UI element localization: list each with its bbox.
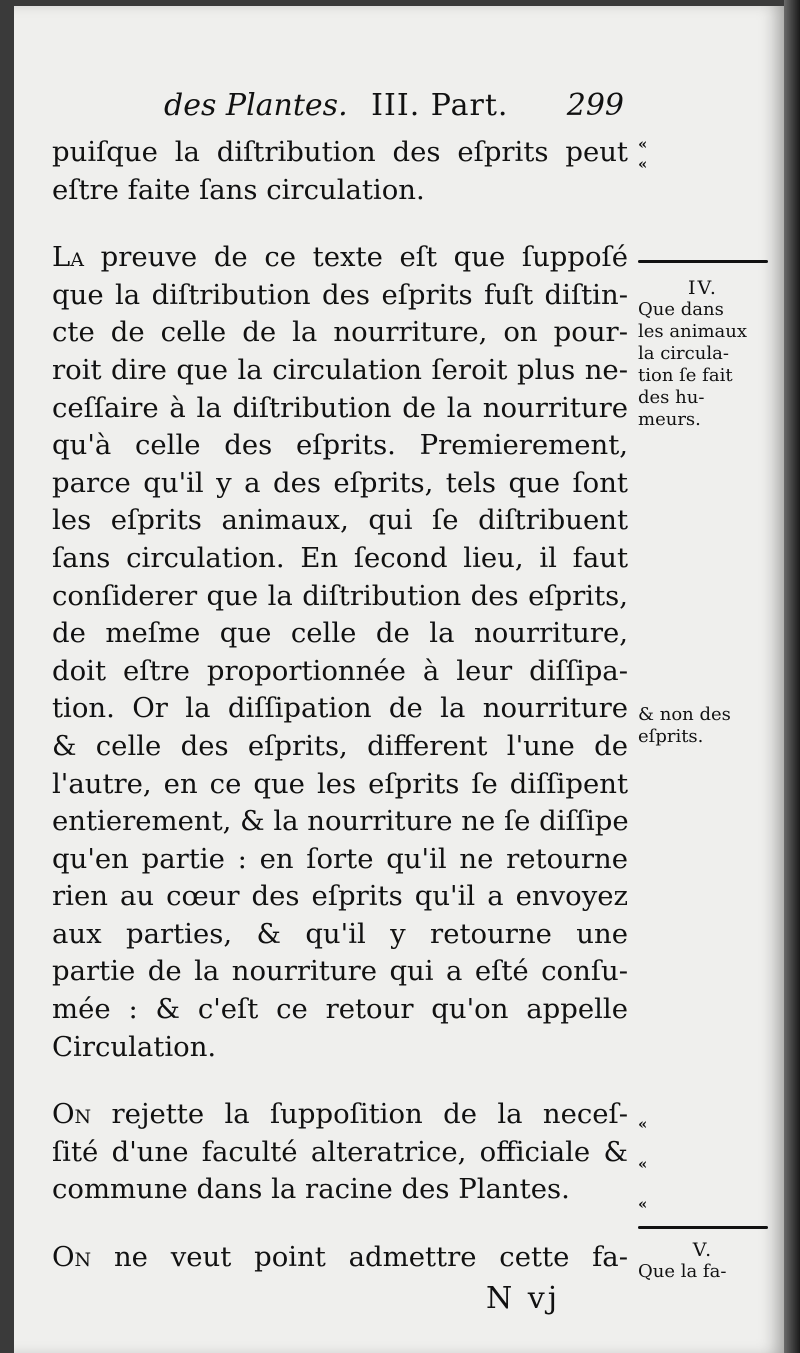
drop-word: La (52, 241, 84, 274)
text-line: Circulation. (52, 1030, 217, 1063)
margin-note-number: IV. (688, 277, 718, 299)
main-text (52, 134, 628, 1277)
text-line: commune dans la racine des Plantes. (52, 1173, 570, 1206)
margin-note-line: meurs. (638, 409, 701, 430)
text-line: les eſprits animaux, qui ſe diſtribuent (52, 504, 628, 537)
part-label: III. Part. (371, 88, 509, 123)
paragraph-1 (52, 134, 628, 209)
margin-note-line: des hu- (638, 387, 705, 408)
text-line: On ne veut point admettre cette fa- (52, 1241, 628, 1274)
paragraph-3 (52, 1096, 628, 1209)
text-line: mée : & c'eſt ce retour qu'on appelle (52, 993, 628, 1026)
margin-quote-marks-1: « « (638, 135, 648, 173)
margin-note-line: tion ſe fait (638, 365, 733, 386)
text-line: ſité d'une faculté alteratrice, officiale & (52, 1135, 628, 1168)
text-line: aux parties, & qu'il y retourne une (52, 917, 628, 950)
margin-note-iv (638, 260, 768, 431)
margin-note-line: la circula- (638, 343, 729, 364)
running-header (164, 86, 624, 126)
margin-quote-marks-2: « « « (638, 1115, 648, 1213)
drop-word: On (52, 1098, 92, 1131)
margin-note-line: les animaux (638, 321, 747, 342)
drop-word: On (52, 1241, 92, 1274)
text-line: qu'à celle des eſprits. Premierement, (52, 429, 628, 462)
running-title: des Plantes. (164, 88, 348, 123)
text-line: doit eſtre proportionnée à leur diſſipa- (52, 654, 628, 687)
margin-note-line: & non des (638, 704, 731, 725)
book-page (14, 6, 784, 1353)
text-line: La preuve de ce texte eſt que ſuppoſé (52, 241, 628, 274)
text-line: ceſſaire à la diſtribution de la nourriture (52, 391, 628, 424)
text-line: & celle des eſprits, different l'une de (52, 729, 628, 762)
page-number: 299 (566, 88, 624, 123)
text-line: cte de celle de la nourriture, on pour- (52, 316, 628, 349)
margin-rule (638, 1226, 768, 1229)
text-line: l'autre, en ce que les eſprits ſe diſſipent (52, 767, 628, 800)
margin-note-number: V. (692, 1239, 714, 1261)
text-line: de meſme que celle de la nourriture, (52, 617, 628, 650)
book-spine-shadow (784, 0, 800, 1353)
paragraph-2 (52, 239, 628, 1066)
margin-note-line: Que la fa- (638, 1261, 727, 1282)
margin-note-line: Que dans (638, 299, 724, 320)
text-line: ſans circulation. En ſecond lieu, il faut (52, 541, 628, 574)
paragraph-4 (52, 1239, 628, 1277)
text-line: entierement, & la nourriture ne ſe diſſipe (52, 805, 629, 838)
margin-note-line: eſprits. (638, 726, 704, 747)
text-line: rien au cœur des eſprits qu'il a envoyez (52, 880, 628, 913)
text-line: eſtre faite ſans circulation. (52, 173, 425, 206)
margin-note-v (638, 1226, 768, 1283)
text-line: conſiderer que la diſtribution des eſprits, (52, 579, 628, 612)
text-line: roit dire que la circulation ſeroit plus ne- (52, 353, 628, 386)
text-line: partie de la nourriture qui a eſté conſu- (52, 955, 628, 988)
text-line: que la diſtribution des eſprits fuſt diſtin- (52, 278, 628, 311)
signature-mark: N vj (486, 1281, 561, 1316)
margin-note-b (638, 704, 768, 748)
margin-rule (638, 260, 768, 263)
text-line: On rejette la ſuppoſition de la neceſ- (52, 1098, 628, 1131)
text-line: parce qu'il y a des eſprits, tels que ſont (52, 466, 628, 499)
text-line: qu'en partie : en ſorte qu'il ne retourne (52, 842, 628, 875)
text-line: tion. Or la diſſipation de la nourriture (52, 692, 628, 725)
text-line: puiſque la diſtribution des eſprits peut (52, 136, 628, 168)
